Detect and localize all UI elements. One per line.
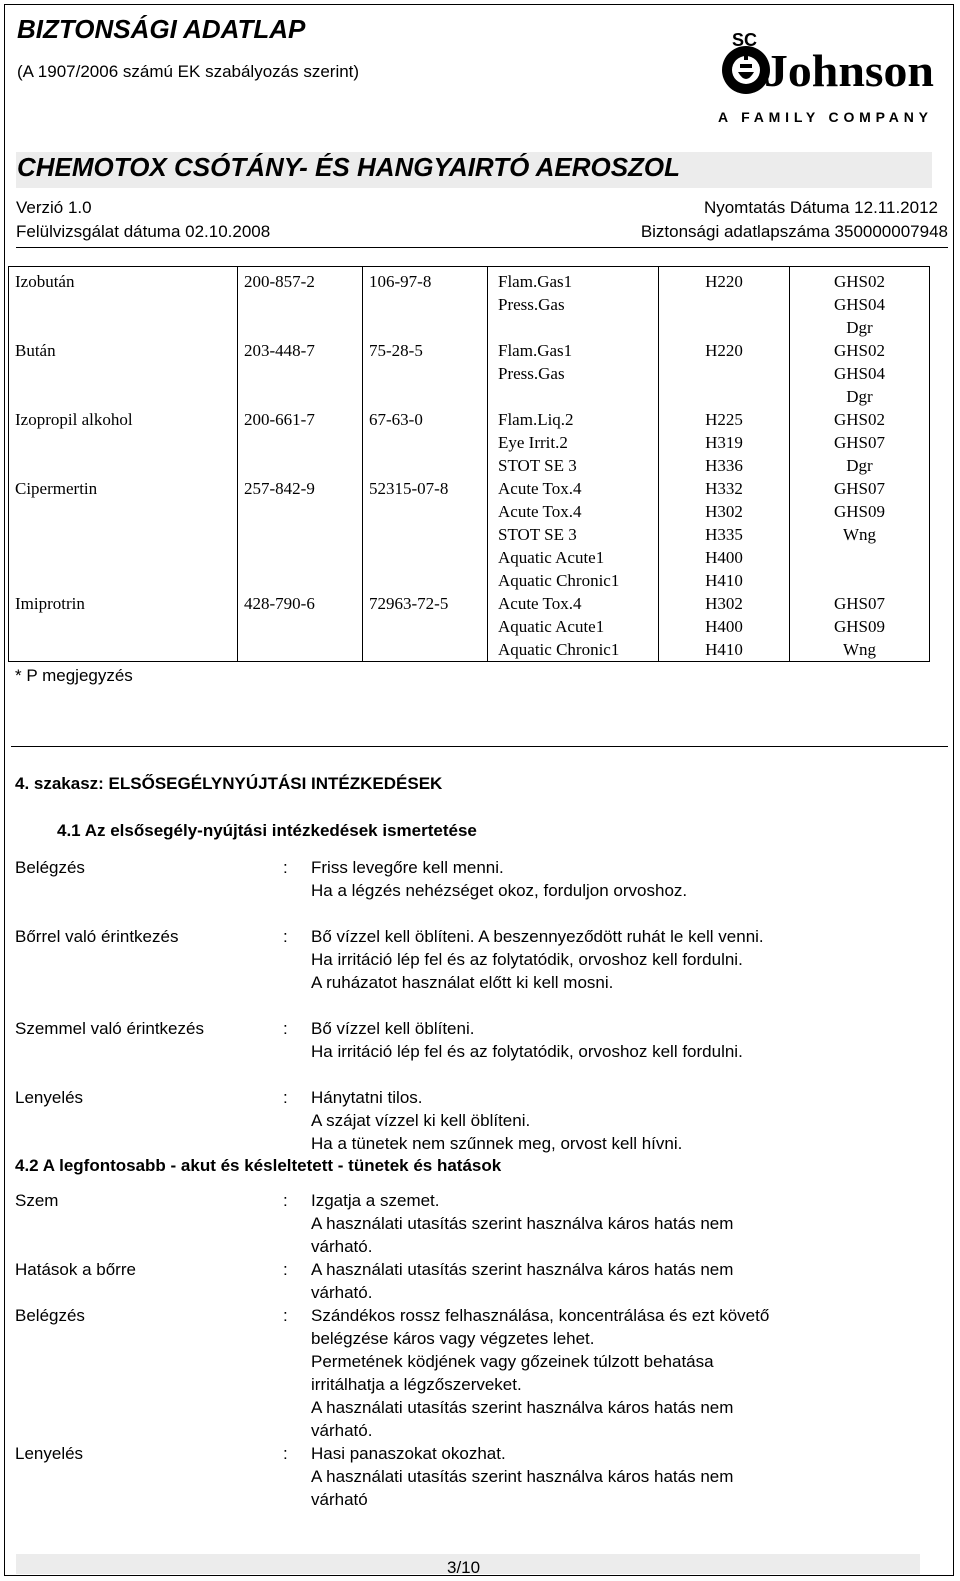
entry-text-line: Ha a tünetek nem szűnnek meg, orvost kell hívni. bbox=[311, 1134, 683, 1153]
component-symbols bbox=[790, 592, 930, 662]
entry-text-line: A szájat vízzel ki kell öblíteni. bbox=[311, 1111, 531, 1130]
entry-text-line: Hasi panaszokat okozhat. bbox=[311, 1444, 506, 1463]
entry-text bbox=[311, 1442, 911, 1511]
header-divider bbox=[16, 247, 948, 248]
entry-colon: : bbox=[283, 1088, 288, 1107]
entry-text-line: A ruházatot használat előtt ki kell mosni. bbox=[311, 973, 614, 992]
component-symbols bbox=[790, 408, 930, 477]
entry-text-line: irritálhatja a légzőszerveket. bbox=[311, 1375, 522, 1394]
component-classification-line: Acute Tox.4 bbox=[498, 594, 582, 613]
entry-label: Szemmel való érintkezés bbox=[15, 1019, 204, 1038]
component-classification-line: STOT SE 3 bbox=[498, 525, 577, 544]
component-classification bbox=[488, 339, 659, 408]
entry-text-line: várható bbox=[311, 1490, 368, 1509]
component-h-statements-line: H400 bbox=[705, 617, 743, 636]
component-symbols-line: GHS02 bbox=[833, 341, 885, 360]
component-classification-line: STOT SE 3 bbox=[498, 456, 577, 475]
component-classification-line: Aquatic Acute1 bbox=[498, 617, 605, 636]
component-h-statements-line: H410 bbox=[705, 640, 743, 659]
table-row bbox=[9, 592, 930, 662]
component-classification-line: Press.Gas bbox=[498, 364, 565, 383]
component-classification bbox=[488, 592, 659, 662]
entry-text-line: Ha irritáció lép fel és az folytatódik, orvoshoz kell fordulni. bbox=[311, 950, 743, 969]
entry-text-line: Szándékos rossz felhasználása, koncentrálása és ezt követő bbox=[311, 1306, 770, 1325]
entry-text-line: Ha irritáció lép fel és az folytatódik, orvoshoz kell fordulni. bbox=[311, 1042, 743, 1061]
entry-colon: : bbox=[283, 1019, 288, 1038]
subsection-4-2-heading: 4.2 A legfontosabb - akut és késleltetett - tünetek és hatások bbox=[15, 1156, 502, 1175]
table-row bbox=[9, 267, 930, 340]
revision-date: Felülvizsgálat dátuma 02.10.2008 bbox=[16, 222, 271, 241]
component-symbols-line: Dgr bbox=[846, 456, 873, 475]
logo-johnson-text: Johnson bbox=[764, 45, 934, 96]
subsection-4-1-heading: 4.1 Az elsősegély-nyújtási intézkedések ismertetése bbox=[57, 821, 477, 840]
entry-label: Szem bbox=[15, 1191, 59, 1210]
entry-text-line: várható. bbox=[311, 1283, 373, 1302]
component-classification-line: Press.Gas bbox=[498, 295, 565, 314]
component-h-statements-line: H220 bbox=[705, 272, 743, 291]
entry-label: Belégzés bbox=[15, 858, 85, 877]
component-cas-number: 52315-07-8 bbox=[363, 477, 488, 592]
entry-text bbox=[311, 1017, 911, 1063]
component-symbols-line: GHS02 bbox=[833, 272, 885, 291]
entry-colon: : bbox=[283, 858, 288, 877]
entry-text bbox=[311, 1189, 911, 1258]
component-symbols-line: GHS09 bbox=[833, 502, 885, 521]
entry-text-line: Bő vízzel kell öblíteni. bbox=[311, 1019, 475, 1038]
component-symbols-line: Wng bbox=[842, 640, 877, 659]
entry-text-line: A használati utasítás szerint használva káros hatás nem bbox=[311, 1398, 734, 1417]
entry-colon: : bbox=[283, 1260, 288, 1279]
product-name: CHEMOTOX CSÓTÁNY- ÉS HANGYAIRTÓ AEROSZOL bbox=[17, 152, 681, 182]
component-cas-number: 75-28-5 bbox=[363, 339, 488, 408]
component-h-statements-line: H332 bbox=[705, 479, 743, 498]
entry-text-line: Bő vízzel kell öblíteni. A beszennyeződött ruhát le kell venni. bbox=[311, 927, 764, 946]
components-table bbox=[8, 266, 930, 662]
entry-label: Lenyelés bbox=[15, 1444, 84, 1463]
component-name: Izobután bbox=[9, 267, 238, 340]
component-h-statements-line: H220 bbox=[705, 341, 743, 360]
component-classification-line: Flam.Gas1 bbox=[498, 272, 573, 291]
component-h-statements bbox=[659, 267, 790, 340]
component-cas-number: 72963-72-5 bbox=[363, 592, 488, 662]
entry-text-line: Ha a légzés nehézséget okoz, forduljon orvoshoz. bbox=[311, 881, 688, 900]
component-classification-line: Flam.Gas1 bbox=[498, 341, 573, 360]
version: Verzió 1.0 bbox=[16, 198, 92, 217]
component-symbols bbox=[790, 267, 930, 340]
entry-text-line: várható. bbox=[311, 1421, 373, 1440]
entry-text-line: várható. bbox=[311, 1237, 373, 1256]
component-ec-number: 203-448-7 bbox=[238, 339, 363, 408]
entry-label: Belégzés bbox=[15, 1306, 85, 1325]
entry-text-line: Izgatja a szemet. bbox=[311, 1191, 440, 1210]
entry-text bbox=[311, 856, 911, 902]
entry-label: Bőrrel való érintkezés bbox=[15, 927, 179, 946]
entry-colon: : bbox=[283, 1444, 288, 1463]
component-symbols-line: Wng bbox=[842, 525, 877, 544]
entry-text bbox=[311, 1258, 911, 1304]
component-ec-number: 200-661-7 bbox=[238, 408, 363, 477]
entry-colon: : bbox=[283, 927, 288, 946]
component-h-statements bbox=[659, 477, 790, 592]
document-subtitle: (A 1907/2006 számú EK szabályozás szerint) bbox=[17, 62, 360, 81]
component-symbols-line: GHS07 bbox=[833, 479, 885, 498]
entry-label: Hatások a bőrre bbox=[15, 1260, 136, 1279]
component-classification-line: Eye Irrit.2 bbox=[498, 433, 568, 452]
component-h-statements-line: H335 bbox=[705, 525, 743, 544]
component-cas-number: 67-63-0 bbox=[363, 408, 488, 477]
entry-colon: : bbox=[283, 1306, 288, 1325]
component-classification-line: Aquatic Chronic1 bbox=[498, 571, 620, 590]
component-symbols-line: GHS04 bbox=[833, 364, 885, 383]
entry-text bbox=[311, 1086, 911, 1155]
component-h-statements-line: H302 bbox=[705, 502, 743, 521]
component-h-statements-line: H410 bbox=[705, 571, 743, 590]
section-divider bbox=[11, 746, 948, 747]
component-classification-line: Acute Tox.4 bbox=[498, 479, 582, 498]
entry-text bbox=[311, 1304, 911, 1442]
entry-text-line: Permetének ködjének vagy gőzeinek túlzott behatása bbox=[311, 1352, 714, 1371]
component-classification bbox=[488, 408, 659, 477]
component-symbols-line: GHS04 bbox=[833, 295, 885, 314]
component-classification-line: Acute Tox.4 bbox=[498, 502, 582, 521]
logo-sc-text: SC bbox=[732, 30, 758, 50]
component-h-statements-line: H336 bbox=[705, 456, 743, 475]
note-text: * P megjegyzés bbox=[15, 666, 133, 685]
component-name: Bután bbox=[9, 339, 238, 408]
component-h-statements bbox=[659, 592, 790, 662]
logo-tagline-text: A FAMILY COMPANY bbox=[718, 109, 928, 125]
component-h-statements bbox=[659, 408, 790, 477]
entry-text-line: Friss levegőre kell menni. bbox=[311, 858, 504, 877]
component-symbols-line: GHS07 bbox=[833, 594, 885, 613]
component-symbols bbox=[790, 477, 930, 592]
component-ec-number: 428-790-6 bbox=[238, 592, 363, 662]
component-h-statements bbox=[659, 339, 790, 408]
sc-johnson-logo bbox=[718, 30, 936, 126]
print-date: Nyomtatás Dátuma 12.11.2012 bbox=[703, 198, 938, 217]
component-name: Imiprotrin bbox=[9, 592, 238, 662]
entry-text-line: A használati utasítás szerint használva káros hatás nem bbox=[311, 1214, 734, 1233]
document-title: BIZTONSÁGI ADATLAP bbox=[17, 14, 306, 44]
component-h-statements-line: H400 bbox=[705, 548, 743, 567]
component-classification-line: Aquatic Acute1 bbox=[498, 548, 605, 567]
table-row bbox=[9, 339, 930, 408]
component-classification bbox=[488, 267, 659, 340]
entry-colon: : bbox=[283, 1191, 288, 1210]
entry-text-line: Hánytatni tilos. bbox=[311, 1088, 423, 1107]
entry-text-line: A használati utasítás szerint használva káros hatás nem bbox=[311, 1467, 734, 1486]
table-row bbox=[9, 477, 930, 592]
component-name: Cipermertin bbox=[9, 477, 238, 592]
component-symbols-line: Dgr bbox=[846, 387, 873, 406]
component-h-statements-line: H319 bbox=[705, 433, 743, 452]
component-ec-number: 257-842-9 bbox=[238, 477, 363, 592]
component-classification-line: Flam.Liq.2 bbox=[498, 410, 574, 429]
component-h-statements-line: H302 bbox=[705, 594, 743, 613]
sds-number: Biztonsági adatlapszáma 350000007948 bbox=[640, 222, 948, 241]
entry-text-line: A használati utasítás szerint használva káros hatás nem bbox=[311, 1260, 734, 1279]
component-classification bbox=[488, 477, 659, 592]
component-symbols-line: Dgr bbox=[846, 318, 873, 337]
component-symbols-line: GHS02 bbox=[833, 410, 885, 429]
component-symbols-line: GHS07 bbox=[833, 433, 885, 452]
table-row bbox=[9, 408, 930, 477]
component-symbols-line: GHS09 bbox=[833, 617, 885, 636]
component-ec-number: 200-857-2 bbox=[238, 267, 363, 340]
component-cas-number: 106-97-8 bbox=[363, 267, 488, 340]
component-symbols bbox=[790, 339, 930, 408]
entry-label: Lenyelés bbox=[15, 1088, 84, 1107]
page-number: 3/10 bbox=[447, 1558, 481, 1577]
component-classification-line: Aquatic Chronic1 bbox=[498, 640, 620, 659]
component-name: Izopropil alkohol bbox=[9, 408, 238, 477]
section-4-heading: 4. szakasz: ELSŐSEGÉLYNYÚJTÁSI INTÉZKEDÉSEK bbox=[15, 774, 443, 793]
component-h-statements-line: H225 bbox=[705, 410, 743, 429]
entry-text-line: belégzése káros vagy végzetes lehet. bbox=[311, 1329, 595, 1348]
entry-text bbox=[311, 925, 911, 994]
